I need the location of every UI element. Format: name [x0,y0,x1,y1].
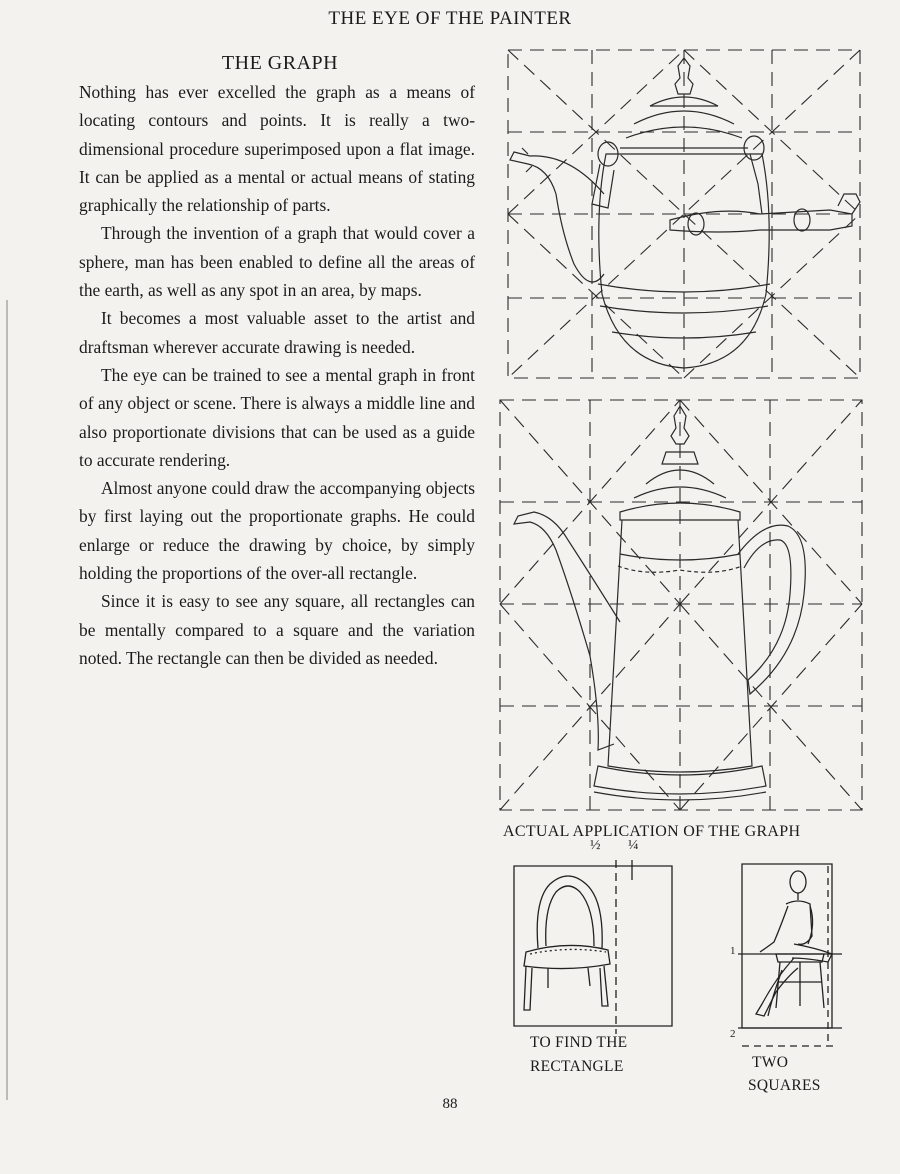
paragraph: It becomes a most valuable asset to the artist and draftsman wherever accurate drawing is needed. [79,308,475,357]
running-head: THE EYE OF THE PAINTER [328,8,572,29]
page-number: 88 [442,1096,458,1112]
paragraph: Nothing has ever excelled the graph as a means of locating contours and points. It is really a two-dimensional procedure superimposed upon a flat image. It can be applied as a mental or actual means of stating graphically the relationship of parts. [79,82,475,216]
paragraph: Almost anyone could draw the accompanying objects by first laying out the proportionate graphs. He could enlarge or reduce the drawing by choice, by simply holding the proportions of the over-all rectangle. [79,478,475,584]
figure-caption-line-2: SQUARES [748,1077,821,1094]
figure-caption-line-1: TWO [752,1054,789,1071]
page-edge-shadow [6,300,8,1100]
chair-quarter-label: ¼ [628,838,639,853]
chair-rectangle-illustration [508,860,678,1034]
main-figure-caption: ACTUAL APPLICATION OF THE GRAPH [503,823,801,840]
section-title: THE GRAPH [221,52,339,74]
body-text [79,78,475,672]
coffeepot-graph-illustration [494,394,866,816]
paragraph: Since it is easy to see any square, all rectangles can be mentally compared to a square and the variation noted. The rectangle can then be divided as needed. [79,591,475,668]
chair-caption-line-1: TO FIND THE [530,1034,628,1051]
figure-mark-2: 2 [730,1028,736,1040]
teakettle-graph-illustration [500,44,866,384]
paragraph: Through the invention of a graph that would cover a sphere, man has been enabled to define all the areas of the earth, as well as any spot in an area, by maps. [79,223,475,301]
chair-half-label: ½ [590,838,601,853]
chair-caption-line-2: RECTANGLE [530,1058,624,1075]
seated-figure-two-squares-illustration [736,858,844,1052]
figure-mark-1: 1 [730,945,736,957]
paragraph: The eye can be trained to see a mental graph in front of any object or scene. There is always a middle line and also proportionate divisions that can be used as a guide to accurate rendering. [79,364,475,470]
